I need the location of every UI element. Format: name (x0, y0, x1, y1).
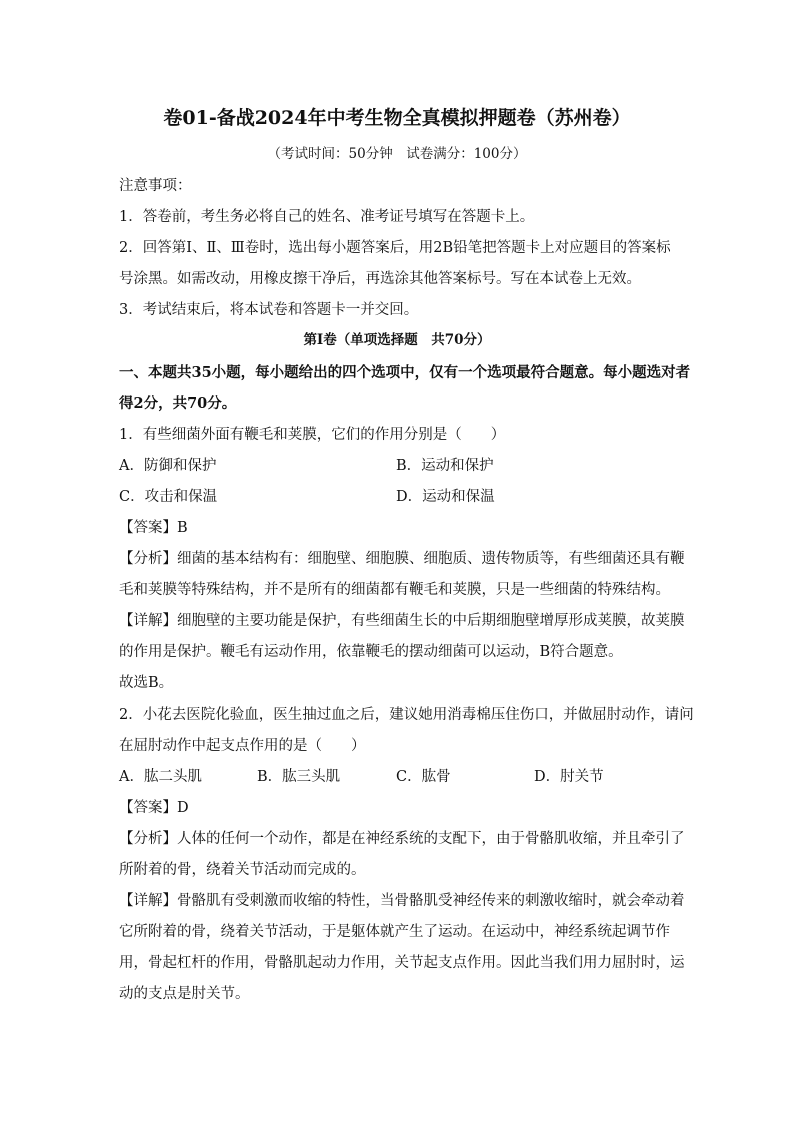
q1-option-b: B．运动和保护 (396, 458, 494, 474)
q1-option-c: C．攻击和保温 (119, 489, 218, 505)
q2-answer: 【答案】D (119, 800, 189, 816)
q2-detail-line: 用，骨起杠杆的作用，骨骼肌起动力作用，关节起支点作用。因此当我们用力屈肘时，运 (119, 955, 685, 971)
question-2-stem: 2．小花去医院化验血，医生抽过血之后，建议她用消毒棉压住伤口，并做屈肘动作，请问 (119, 707, 694, 723)
q2-detail-line: 动的支点是肘关节。 (119, 986, 250, 1002)
q1-detail-line: 的作用是保护。鞭毛有运动作用，依靠鞭毛的摆动细菌可以运动，B符合题意。 (119, 644, 623, 660)
q1-option-d: D．运动和保温 (396, 489, 495, 505)
note-item: 3．考试结束后，将本试卷和答题卡一并交回。 (119, 302, 419, 318)
q2-analysis-line: 【分析】人体的任何一个动作，都是在神经系统的支配下，由于骨骼肌收缩，并且牵引了 (119, 831, 685, 847)
q2-analysis-line: 所附着的骨，绕着关节活动而完成的。 (119, 862, 366, 878)
q1-analysis-line: 毛和荚膜等特殊结构，并不是所有的细菌都有鞭毛和荚膜，只是一些细菌的特殊结构。 (119, 582, 670, 598)
question-2-stem: 在屈肘动作中起支点作用的是（ ） (119, 738, 366, 754)
q1-option-a: A．防御和保护 (119, 458, 217, 474)
instructions-line: 一、本题共35小题，每小题给出的四个选项中，仅有一个选项最符合题意。每小题选对者 (119, 364, 691, 381)
q2-detail-line: 【详解】骨骼肌有受刺激而收缩的特性，当骨骼肌受神经传来的刺激收缩时，就会牵动着 (119, 893, 685, 909)
question-1-stem: 1．有些细菌外面有鞭毛和荚膜，它们的作用分别是（ ） (119, 427, 506, 443)
q2-option-c: C．肱骨 (396, 769, 451, 785)
instructions-line: 得2分，共70分。 (119, 395, 237, 412)
q2-detail-line: 它所附着的骨，绕着关节活动，于是躯体就产生了运动。在运动中，神经系统起调节作 (119, 924, 670, 940)
note-item: 号涂黑。如需改动，用橡皮擦干净后，再选涂其他答案标号。写在本试卷上无效。 (119, 271, 641, 287)
q2-option-a: A．肱二头肌 (119, 769, 202, 785)
notes-heading: 注意事项： (119, 178, 192, 194)
q2-option-b: B．肱三头肌 (257, 769, 341, 785)
note-item: 1．答卷前，考生务必将自己的姓名、准考证号填写在答题卡上。 (119, 209, 535, 225)
note-item: 2．回答第Ⅰ、Ⅱ、Ⅲ卷时，选出每小题答案后，用2B铅笔把答题卡上对应题目的答案标 (119, 240, 671, 256)
page-title: 卷01-备战2024年中考生物全真模拟押题卷（苏州卷） (163, 107, 631, 129)
q1-detail-line: 故选B。 (119, 675, 174, 691)
q2-option-d: D．肘关节 (534, 769, 604, 785)
q1-detail-line: 【详解】细胞壁的主要功能是保护，有些细菌生长的中后期细胞壁增厚形成荚膜，故荚膜 (119, 613, 685, 629)
q1-analysis-line: 【分析】细菌的基本结构有：细胞壁、细胞膜、细胞质、遗传物质等，有些细菌还具有鞭 (119, 551, 685, 567)
exam-subtitle: （考试时间：50分钟 试卷满分：100分） (267, 146, 527, 162)
section-title: 第Ⅰ卷（单项选择题 共70分） (303, 332, 491, 348)
q1-answer: 【答案】B (119, 520, 188, 536)
